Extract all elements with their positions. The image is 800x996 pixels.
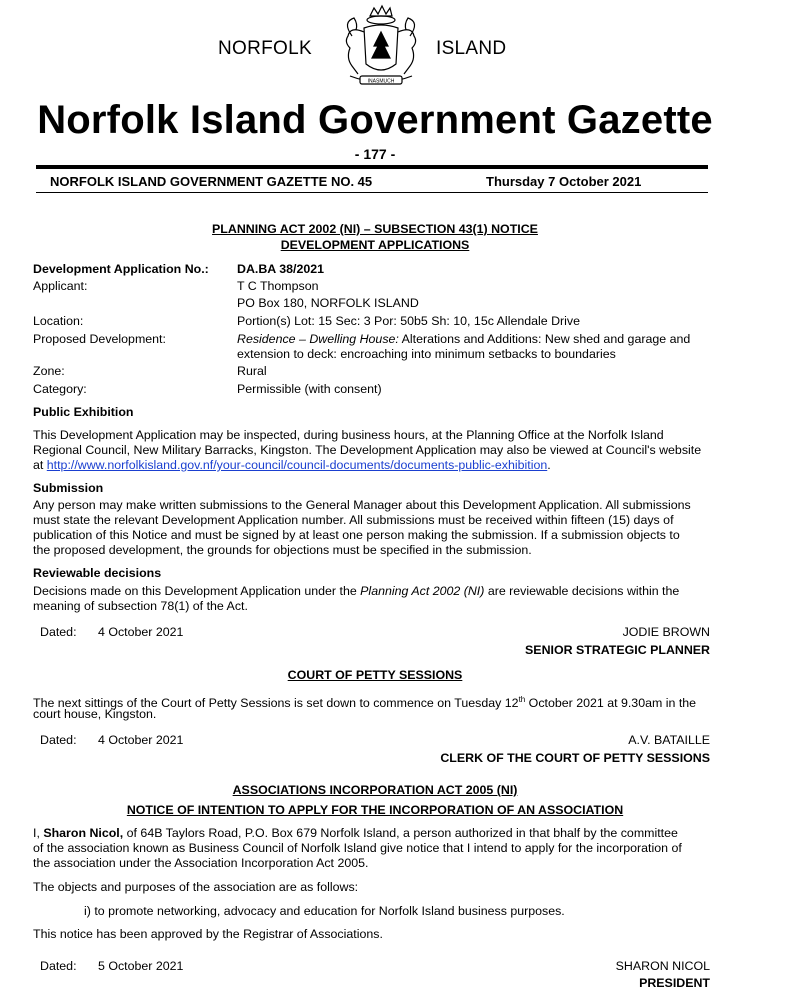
gazette-number: NORFOLK ISLAND GOVERNMENT GAZETTE NO. 45 <box>50 174 373 189</box>
planning-title: PLANNING ACT 2002 (NI) – SUBSECTION 43(1) NOTICE <box>212 222 538 236</box>
planning-dated-label: Dated: <box>40 625 77 639</box>
approval-statement: This notice has been approved by the Registrar of Associations. <box>33 927 383 941</box>
submission-line-1: Any person may make written submissions to the General Manager about this Development Application. All submissions <box>33 498 691 512</box>
proposed-label: Proposed Development: <box>33 332 166 346</box>
associations-signatory-title: PRESIDENT <box>639 976 710 990</box>
submission-line-3: publication of this Notice and must be signed by at least one person making the submission. If a submission objects to <box>33 528 680 542</box>
object-item: i) to promote networking, advocacy and education for Norfolk Island business purposes. <box>84 904 565 918</box>
reviewable-heading: Reviewable decisions <box>33 566 162 580</box>
category-value: Permissible (with consent) <box>237 382 382 396</box>
header-left-word: NORFOLK <box>218 38 312 59</box>
objects-intro: The objects and purposes of the association are as follows: <box>33 880 359 894</box>
coat-of-arms-crest <box>330 2 430 90</box>
proposed-line-2: extension to deck: encroaching into minimum setbacks to boundaries <box>237 347 616 361</box>
public-exhibition-line-3: at http://www.norfolkisland.gov.nf/your-council/council-documents/documents-public-exhibition. <box>33 458 551 472</box>
planning-dated-value: 4 October 2021 <box>98 625 184 639</box>
public-exhibition-line-2: Regional Council, New Military Barracks, Kingston. The Development Application may also be viewed at Council's website <box>33 443 702 457</box>
zone-value: Rural <box>237 364 267 378</box>
court-line-2: court house, Kingston. <box>33 707 157 721</box>
location-label: Location: <box>33 314 84 328</box>
proposed-line-1 <box>237 332 690 347</box>
court-dated-value: 4 October 2021 <box>98 733 184 747</box>
gazette-masthead: Norfolk Island Government Gazette <box>37 98 713 142</box>
associations-line-2: of the association known as Business Council of Norfolk Island give notice that I intend to apply for the incorporation of <box>33 841 682 855</box>
associations-line-1: I, Sharon Nicol, of 64B Taylors Road, P.O. Box 679 Norfolk Island, a person authorized in that bhalf by the committee <box>33 826 678 840</box>
associations-title: ASSOCIATIONS INCORPORATION ACT 2005 (NI) <box>232 783 518 797</box>
applicant-address: PO Box 180, NORFOLK ISLAND <box>237 296 419 310</box>
associations-line-3: the association under the Association Incorporation Act 2005. <box>33 856 369 870</box>
associations-dated-value: 5 October 2021 <box>98 959 184 973</box>
category-label: Category: <box>33 382 87 396</box>
page-number: - 177 - <box>354 146 396 162</box>
court-signatory-title: CLERK OF THE COURT OF PETTY SESSIONS <box>440 751 710 765</box>
proposed-text: Alterations and Additions: New shed and garage and <box>398 332 691 346</box>
court-title: COURT OF PETTY SESSIONS <box>287 668 463 682</box>
public-exhibition-line-1: This Development Application may be inspected, during business hours, at the Planning Office at the Norfolk Island <box>33 428 664 442</box>
planning-subtitle: DEVELOPMENT APPLICATIONS <box>280 238 470 252</box>
location-value: Portion(s) Lot: 15 Sec: 3 Por: 50b5 Sh: 10, 15c Allendale Drive <box>237 314 581 328</box>
reviewable-line-1: Decisions made on this Development Application under the Planning Act 2002 (NI) are reviewable decisions within the <box>33 584 680 598</box>
submission-heading: Submission <box>33 481 104 495</box>
submission-line-4: the proposed development, the grounds for objections must be specified in the submission. <box>33 543 532 557</box>
submission-line-2: must state the relevant Development Application number. All submissions must be received within fifteen (15) days of <box>33 513 674 527</box>
associations-subtitle: NOTICE OF INTENTION TO APPLY FOR THE INCORPORATION OF AN ASSOCIATION <box>126 803 624 817</box>
reviewable-line-2: meaning of subsection 78(1) of the Act. <box>33 599 248 613</box>
act-name-italic: Planning Act 2002 (NI) <box>360 584 485 598</box>
exhibition-link[interactable]: http://www.norfolkisland.gov.nf/your-council/council-documents/documents-public-exhibition <box>46 458 548 472</box>
public-exhibition-heading: Public Exhibition <box>33 405 134 419</box>
header-rule-thick <box>36 165 708 169</box>
zone-label: Zone: <box>33 364 65 378</box>
da-number-label: Development Application No.: <box>33 262 209 276</box>
crest-motto: INASMUCH <box>367 78 395 85</box>
proposed-italic: Residence – Dwelling House: <box>237 332 399 346</box>
court-line-1: The next sittings of the Court of Petty Sessions is set down to commence on Tuesday 12th October 2021 at 9.30am in the <box>33 695 697 711</box>
da-number-value: DA.BA 38/2021 <box>237 262 325 276</box>
applicant-label: Applicant: <box>33 279 88 293</box>
planning-signatory-title: SENIOR STRATEGIC PLANNER <box>525 643 710 657</box>
associations-dated-label: Dated: <box>40 959 77 973</box>
gazette-date: Thursday 7 October 2021 <box>486 174 642 189</box>
header-right-word: ISLAND <box>436 38 507 59</box>
court-dated-label: Dated: <box>40 733 77 747</box>
applicant-name-bold: Sharon Nicol, <box>43 826 124 840</box>
applicant-name: T C Thompson <box>237 279 319 293</box>
planning-signatory: JODIE BROWN <box>622 625 710 639</box>
court-signatory: A.V. BATAILLE <box>628 733 710 747</box>
header-rule-thin <box>36 192 708 193</box>
associations-signatory: SHARON NICOL <box>615 959 710 973</box>
